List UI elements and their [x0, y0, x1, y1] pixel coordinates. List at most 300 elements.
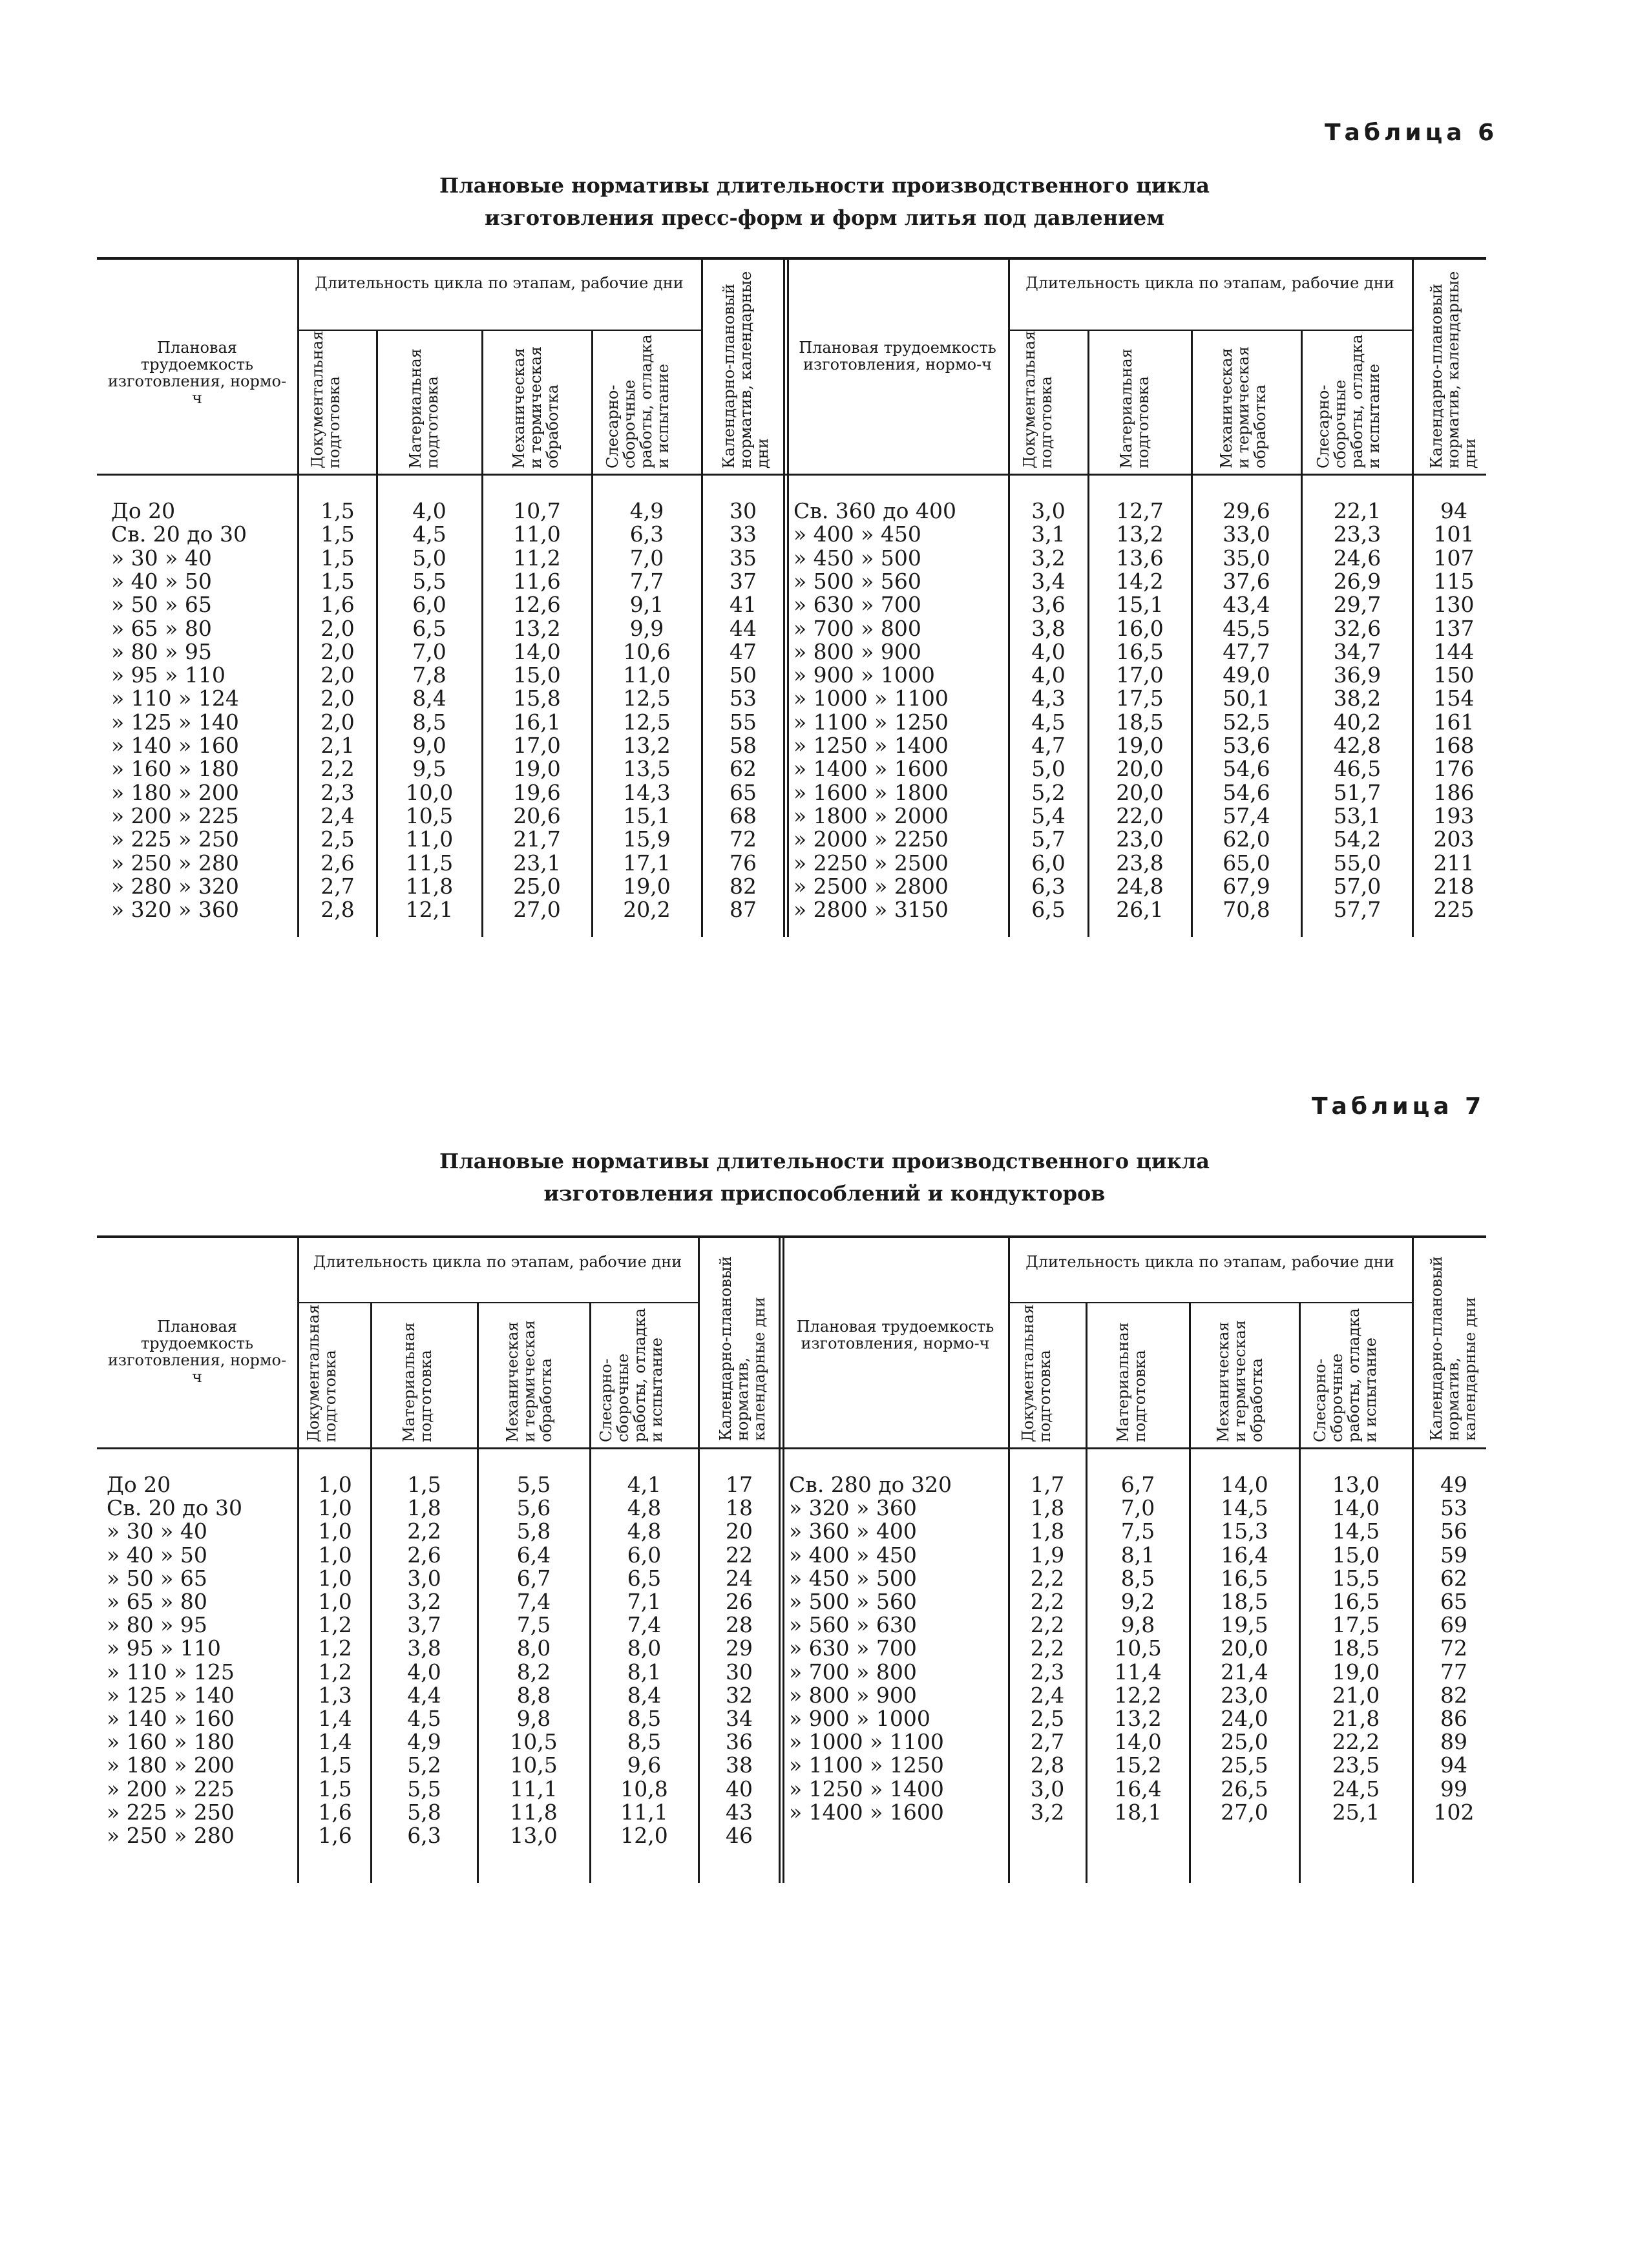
- table7-left-cell-mech: 10,5: [510, 1752, 558, 1778]
- table7-right-cell-mat: 11,4: [1114, 1659, 1162, 1685]
- table7-right-cell-mech: 14,5: [1221, 1495, 1268, 1521]
- table6-right-cell-mech: 65,0: [1223, 850, 1270, 876]
- table6-right-cell-mech: 54,6: [1223, 779, 1270, 805]
- table7-right-cell-mech: 25,5: [1221, 1752, 1268, 1778]
- table6-right-cell-asm: 54,2: [1333, 826, 1381, 852]
- table7-right-cell-asm: 21,8: [1332, 1706, 1380, 1731]
- table6-left-cell-range: » 95 » 110: [111, 662, 226, 688]
- table7-left-cell-mat: 5,2: [407, 1752, 441, 1778]
- table7-right-cell-asm: 15,5: [1332, 1565, 1380, 1591]
- table6-header-cycle-left: Длительность цикла по этапам, рабочие дни: [315, 274, 684, 292]
- table7-header-calendar: Календарно-плановый норматив, календарные дни: [1427, 1256, 1479, 1441]
- table6-right-cell-asm: 38,2: [1333, 686, 1381, 711]
- table6-left-cell-mat: 8,5: [412, 709, 446, 735]
- table7-left-cell-doc: 1,0: [318, 1542, 352, 1568]
- table6-left-cell-range: » 110 » 124: [111, 686, 239, 711]
- table6-left-cell-cal: 68: [730, 803, 757, 828]
- table6-left-cell-asm: 20,2: [623, 897, 671, 923]
- table7-right-cell-mat: 16,4: [1114, 1776, 1162, 1801]
- table6-left-cell-doc: 2,1: [320, 733, 355, 758]
- table6-left-cell-mat: 11,5: [405, 850, 454, 876]
- table6-left-cell-mech: 17,0: [513, 733, 561, 758]
- table6-left-cell-mat: 11,0: [405, 826, 454, 852]
- table6-vline: [787, 258, 789, 937]
- table6-left-cell-asm: 12,5: [623, 686, 671, 711]
- table6-left-cell-cal: 82: [730, 873, 757, 899]
- table6-left-cell-mat: 9,5: [412, 756, 446, 782]
- table7-left-cell-range: » 30 » 40: [107, 1518, 207, 1544]
- table7-right-cell-mech: 15,3: [1221, 1518, 1268, 1544]
- table6-vline: [1412, 258, 1414, 937]
- table7-right-cell-range: » 560 » 630: [789, 1612, 917, 1638]
- table7-left-cell-mech: 8,2: [516, 1659, 551, 1685]
- table6-left-cell-range: » 80 » 95: [111, 638, 212, 664]
- table7-right-cell-doc: 1,8: [1030, 1495, 1065, 1521]
- table7-left-cell-asm: 7,1: [627, 1589, 662, 1614]
- table6-header-norm-left: Плановая трудоемкость изготовления, нормо-ч: [107, 339, 287, 407]
- table6-right-cell-range: » 2000 » 2250: [793, 826, 949, 852]
- table7-left-cell-doc: 1,0: [318, 1495, 352, 1521]
- table7-right-cell-mat: 14,0: [1114, 1729, 1162, 1755]
- table6-left-cell-range: До 20: [111, 498, 176, 523]
- table7-left-cell-asm: 8,5: [627, 1706, 662, 1731]
- table6-right-cell-cal: 144: [1433, 638, 1475, 664]
- table6-right-cell-doc: 3,8: [1031, 615, 1066, 641]
- table6-left-cell-doc: 2,4: [320, 803, 355, 828]
- table6-left-cell-mat: 5,0: [412, 545, 446, 571]
- table6-right-cell-doc: 3,1: [1031, 521, 1066, 547]
- table7-right-cell-asm: 15,0: [1332, 1542, 1380, 1568]
- table6-header-calendar: Календарно-плановый норматив, календарные дни: [1427, 271, 1479, 468]
- table6-right-cell-cal: 115: [1433, 568, 1475, 594]
- table6-right-cell-mech: 57,4: [1223, 803, 1270, 828]
- table6-left-cell-mat: 8,4: [412, 686, 446, 711]
- table6-left-cell-mech: 13,2: [513, 615, 561, 641]
- table6-left-cell-cal: 35: [730, 545, 757, 571]
- table7-left-cell-mat: 4,0: [407, 1659, 441, 1685]
- table7-right-cell-asm: 25,1: [1332, 1799, 1380, 1825]
- table7-left-cell-asm: 8,0: [627, 1635, 662, 1661]
- table7-right-cell-doc: 2,8: [1030, 1752, 1065, 1778]
- table7-left-cell-asm: 8,5: [627, 1729, 662, 1755]
- table6-right-cell-mech: 33,0: [1223, 521, 1270, 547]
- table7-right-cell-range: » 700 » 800: [789, 1659, 917, 1685]
- table6-left-cell-mech: 25,0: [513, 873, 561, 899]
- table6-right-cell-range: » 450 » 500: [793, 545, 921, 571]
- table6-right-cell-cal: 94: [1440, 498, 1467, 523]
- table6-title: [0, 169, 1649, 234]
- table7-right-cell-doc: 1,8: [1030, 1518, 1065, 1544]
- table6-right-cell-range: » 700 » 800: [793, 615, 921, 641]
- table7-left-cell-mat: 4,9: [407, 1729, 441, 1755]
- table7-left-cell-asm: 7,4: [627, 1612, 662, 1638]
- table6-left-cell-asm: 11,0: [623, 662, 671, 688]
- table6-header-mat: Материальная подготовка: [1117, 348, 1152, 468]
- table6-right-cell-mech: 52,5: [1223, 709, 1270, 735]
- table6-vline: [783, 258, 785, 937]
- table7-header-norm-left: Плановая трудоемкость изготовления, нормо-ч: [107, 1318, 287, 1386]
- table7-left-cell-mech: 6,4: [516, 1542, 551, 1568]
- table6-left-cell-mech: 11,0: [513, 521, 561, 547]
- table6-vline: [1087, 330, 1089, 937]
- table7-right-cell-cal: 62: [1440, 1565, 1467, 1591]
- table7-left-cell-range: » 80 » 95: [107, 1612, 207, 1638]
- table6-left-cell-cal: 50: [730, 662, 757, 688]
- table6-left-cell-range: Св. 20 до 30: [111, 521, 247, 547]
- table7-left-cell-doc: 1,2: [318, 1612, 352, 1638]
- table6-right-cell-mat: 15,1: [1116, 592, 1164, 618]
- table6-left-cell-mat: 6,0: [412, 592, 446, 618]
- table7-header-norm-right: Плановая трудоемкость изготовления, нормо-ч: [796, 1318, 994, 1352]
- table7-right-cell-doc: 1,7: [1030, 1472, 1065, 1497]
- table6-left-cell-doc: 1,5: [320, 498, 355, 523]
- table6-cycle-rule-left: [297, 330, 701, 331]
- table6-right-cell-asm: 57,0: [1333, 873, 1381, 899]
- table7-right-cell-doc: 2,2: [1030, 1635, 1065, 1661]
- table7-left-cell-doc: 1,4: [318, 1729, 352, 1755]
- table7-right-cell-mat: 8,1: [1120, 1542, 1155, 1568]
- table6-left-cell-doc: 2,6: [320, 850, 355, 876]
- table6-header-doc: Документальная подготовка: [1020, 330, 1055, 468]
- table6-right-cell-range: » 900 » 1000: [793, 662, 935, 688]
- table6-left-cell-range: » 160 » 180: [111, 756, 239, 782]
- table7-right-cell-mech: 14,0: [1221, 1472, 1268, 1497]
- table7-left-cell-range: » 40 » 50: [107, 1542, 207, 1568]
- table7-left-cell-doc: 1,0: [318, 1518, 352, 1544]
- table6-header-cycle-right: Длительность цикла по этапам, рабочие дни: [1025, 274, 1394, 292]
- table7-right-cell-range: » 900 » 1000: [789, 1706, 930, 1731]
- table7-right-cell-doc: 2,2: [1030, 1612, 1065, 1638]
- table6-right-cell-mech: 35,0: [1223, 545, 1270, 571]
- table7-left-cell-doc: 1,3: [318, 1682, 352, 1708]
- table7-left-cell-mech: 8,0: [516, 1635, 551, 1661]
- table6-right-cell-asm: 53,1: [1333, 803, 1381, 828]
- table7-right-cell-mat: 18,1: [1114, 1799, 1162, 1825]
- table6-left-cell-range: » 225 » 250: [111, 826, 239, 852]
- table6-right-cell-cal: 225: [1433, 897, 1475, 923]
- table6-right-cell-mech: 49,0: [1223, 662, 1270, 688]
- table7-left-cell-range: » 140 » 160: [107, 1706, 235, 1731]
- table7-vline: [1008, 1237, 1010, 1883]
- table7-left-cell-range: До 20: [107, 1472, 171, 1497]
- table6-left-cell-mech: 10,7: [513, 498, 561, 523]
- table7-right-cell-range: » 630 » 700: [789, 1635, 917, 1661]
- table6-left-cell-mat: 10,0: [405, 779, 454, 805]
- table6-left-cell-asm: 9,1: [629, 592, 664, 618]
- table7-header-mech: Механическая и термическая обработка: [503, 1319, 555, 1442]
- table7-right-cell-range: » 500 » 560: [789, 1589, 917, 1614]
- table7-left-cell-cal: 32: [726, 1682, 753, 1708]
- table7-left-cell-mat: 6,3: [407, 1823, 441, 1848]
- table6-right-cell-mat: 16,5: [1116, 638, 1164, 664]
- table7-left-cell-cal: 46: [726, 1823, 753, 1848]
- table6-right-cell-mat: 12,7: [1116, 498, 1164, 523]
- table7-vline: [1412, 1237, 1414, 1883]
- table6-left-cell-mech: 11,6: [513, 568, 561, 594]
- table6-right-cell-asm: 24,6: [1333, 545, 1381, 571]
- table6-label: Таблица 6: [1325, 120, 1498, 146]
- table7-left-cell-cal: 28: [726, 1612, 753, 1638]
- table7-left-cell-cal: 29: [726, 1635, 753, 1661]
- table6-left-cell-cal: 37: [730, 568, 757, 594]
- table7-right-cell-asm: 14,5: [1332, 1518, 1380, 1544]
- table6-vline: [701, 258, 703, 937]
- table7-right-cell-cal: 56: [1440, 1518, 1467, 1544]
- table6-left-cell-cal: 30: [730, 498, 757, 523]
- table6-right-cell-mat: 13,2: [1116, 521, 1164, 547]
- table7-right-cell-range: » 1000 » 1100: [789, 1729, 944, 1755]
- table6-right-cell-doc: 4,0: [1031, 662, 1066, 688]
- table6-left-cell-mech: 19,6: [513, 779, 561, 805]
- table6-vline: [591, 330, 593, 937]
- table7-left-cell-range: » 65 » 80: [107, 1589, 207, 1614]
- table7-header-rule: [97, 1447, 1486, 1449]
- table7-header-mat: Материальная подготовка: [400, 1322, 435, 1442]
- table7-left-cell-mech: 11,1: [510, 1776, 558, 1801]
- table6-right-cell-doc: 5,4: [1031, 803, 1066, 828]
- table7-left-cell-mech: 13,0: [510, 1823, 558, 1848]
- table6-right-cell-doc: 3,6: [1031, 592, 1066, 618]
- table7-left-cell-mat: 5,5: [407, 1776, 441, 1801]
- table7-left-cell-cal: 43: [726, 1799, 753, 1825]
- table6-right-cell-cal: 101: [1433, 521, 1475, 547]
- table6-right-cell-mat: 23,0: [1116, 826, 1164, 852]
- table6-vline: [376, 330, 378, 937]
- table6-right-cell-cal: 137: [1433, 615, 1475, 641]
- table7-right-cell-cal: 69: [1440, 1612, 1467, 1638]
- table7-right-cell-mech: 27,0: [1221, 1799, 1268, 1825]
- table6-left-cell-mech: 15,8: [513, 686, 561, 711]
- table7-right-cell-mech: 18,5: [1221, 1589, 1268, 1614]
- table6-right-cell-doc: 5,0: [1031, 756, 1066, 782]
- table6-left-cell-mech: 14,0: [513, 638, 561, 664]
- table7-left-cell-mech: 5,8: [516, 1518, 551, 1544]
- table7-right-cell-doc: 2,2: [1030, 1589, 1065, 1614]
- table6-right-cell-doc: 6,0: [1031, 850, 1066, 876]
- table7-left-cell-cal: 40: [726, 1776, 753, 1801]
- table6-left-cell-asm: 4,9: [629, 498, 664, 523]
- table7-header-doc: Документальная подготовка: [1019, 1304, 1054, 1442]
- table6-header-doc: Документальная подготовка: [308, 330, 343, 468]
- table6-right-cell-mech: 47,7: [1223, 638, 1270, 664]
- table6-vline: [1191, 330, 1193, 937]
- table6-right-cell-asm: 34,7: [1333, 638, 1381, 664]
- table7-header-assembly: Слесарно-сборочные работы, отладка и испытание: [597, 1308, 666, 1442]
- table6-right-cell-cal: 150: [1433, 662, 1475, 688]
- table6-header-assembly: Слесарно-сборочные работы, отладка и испытание: [604, 334, 672, 468]
- table6-left-cell-asm: 7,0: [629, 545, 664, 571]
- table7-right-cell-mat: 8,5: [1120, 1565, 1155, 1591]
- table6-left-cell-mat: 4,0: [412, 498, 446, 523]
- table7-left-cell-doc: 1,4: [318, 1706, 352, 1731]
- table7-left-cell-mat: 3,0: [407, 1565, 441, 1591]
- table6-left-cell-doc: 1,5: [320, 521, 355, 547]
- table7-right-cell-cal: 65: [1440, 1589, 1467, 1614]
- table7-left-cell-doc: 1,6: [318, 1799, 352, 1825]
- table6-left-cell-mat: 5,5: [412, 568, 446, 594]
- table7-left-cell-range: » 110 » 125: [107, 1659, 235, 1685]
- table7-left-cell-asm: 4,1: [627, 1472, 662, 1497]
- table6-left-cell-range: » 50 » 65: [111, 592, 212, 618]
- table6-right-cell-cal: 130: [1433, 592, 1475, 618]
- table6-right-cell-range: » 1600 » 1800: [793, 779, 949, 805]
- table7-cycle-rule-right: [1008, 1302, 1412, 1303]
- table7-right-cell-mech: 23,0: [1221, 1682, 1268, 1708]
- table6-left-cell-asm: 7,7: [629, 568, 664, 594]
- table6-left-cell-cal: 76: [730, 850, 757, 876]
- table7-title-line2: изготовления приспособлений и кондукторов: [543, 1181, 1106, 1206]
- table6-left-cell-cal: 65: [730, 779, 757, 805]
- table6-right-cell-mat: 14,2: [1116, 568, 1164, 594]
- table6-right-cell-doc: 6,5: [1031, 897, 1066, 923]
- table6-right-cell-range: » 500 » 560: [793, 568, 921, 594]
- table6-right-cell-range: » 1100 » 1250: [793, 709, 949, 735]
- table6-left-cell-mech: 20,6: [513, 803, 561, 828]
- table6-left-cell-range: » 250 » 280: [111, 850, 239, 876]
- table6-right-cell-mat: 20,0: [1116, 779, 1164, 805]
- table7-left-cell-cal: 30: [726, 1659, 753, 1685]
- table6-left-cell-mat: 11,8: [405, 873, 454, 899]
- table7-right-cell-cal: 94: [1440, 1752, 1467, 1778]
- table7-vline: [779, 1237, 781, 1883]
- table6-left-cell-doc: 2,0: [320, 638, 355, 664]
- table7-left-cell-range: » 180 » 200: [107, 1752, 235, 1778]
- table6-right-cell-mech: 70,8: [1223, 897, 1270, 923]
- table6-left-cell-range: » 40 » 50: [111, 568, 212, 594]
- table7-left-cell-cal: 24: [726, 1565, 753, 1591]
- table7-left-cell-doc: 1,0: [318, 1589, 352, 1614]
- table7-left-cell-mat: 5,8: [407, 1799, 441, 1825]
- table6-right-cell-asm: 46,5: [1333, 756, 1381, 782]
- table7-title: [0, 1145, 1649, 1210]
- table6-left-cell-asm: 14,3: [623, 779, 671, 805]
- table6-right-cell-asm: 23,3: [1333, 521, 1381, 547]
- table6-right-cell-mat: 24,8: [1116, 873, 1164, 899]
- table6-left-cell-cal: 62: [730, 756, 757, 782]
- table7-right-cell-asm: 22,2: [1332, 1729, 1380, 1755]
- table7-label: Таблица 7: [1312, 1093, 1486, 1120]
- table7-vline: [698, 1237, 700, 1883]
- table7-right-cell-doc: 2,3: [1030, 1659, 1065, 1685]
- table6-vline: [297, 258, 299, 937]
- table6-right-cell-range: » 2800 » 3150: [793, 897, 949, 923]
- table7-left-cell-cal: 20: [726, 1518, 753, 1544]
- table6-left-cell-mech: 19,0: [513, 756, 561, 782]
- table7-left-cell-mat: 3,2: [407, 1589, 441, 1614]
- table7-right-cell-mat: 7,0: [1120, 1495, 1155, 1521]
- table7-left-cell-cal: 22: [726, 1542, 753, 1568]
- table7-header-mech: Механическая и термическая обработка: [1214, 1319, 1266, 1442]
- table7-left-cell-asm: 12,0: [620, 1823, 668, 1848]
- table6-right-cell-doc: 4,7: [1031, 733, 1066, 758]
- table7-vline: [370, 1302, 372, 1883]
- table7-right-cell-range: » 360 » 400: [789, 1518, 917, 1544]
- table7-right-cell-asm: 13,0: [1332, 1472, 1380, 1497]
- table7-left-cell-asm: 6,5: [627, 1565, 662, 1591]
- table7-left-cell-mat: 1,5: [407, 1472, 441, 1497]
- table6-left-cell-mat: 9,0: [412, 733, 446, 758]
- table6-right-cell-mech: 54,6: [1223, 756, 1270, 782]
- table7-left-cell-mech: 11,8: [510, 1799, 558, 1825]
- table6-top-rule: [97, 257, 1486, 260]
- table7-left-cell-doc: 1,5: [318, 1752, 352, 1778]
- table6-left-cell-mech: 11,2: [513, 545, 561, 571]
- table6-left-cell-mat: 7,0: [412, 638, 446, 664]
- table7-left-cell-asm: 4,8: [627, 1518, 662, 1544]
- table7-right-cell-asm: 17,5: [1332, 1612, 1380, 1638]
- table6-right-cell-mech: 43,4: [1223, 592, 1270, 618]
- table6-right-cell-asm: 29,7: [1333, 592, 1381, 618]
- table6-left-cell-cal: 58: [730, 733, 757, 758]
- table6-right-cell-asm: 22,1: [1333, 498, 1381, 523]
- table6-left-cell-doc: 2,3: [320, 779, 355, 805]
- table7-top-rule: [97, 1235, 1486, 1238]
- table6-right-cell-doc: 3,4: [1031, 568, 1066, 594]
- table6-left-cell-cal: 53: [730, 686, 757, 711]
- table7-right-cell-mat: 9,8: [1120, 1612, 1155, 1638]
- table7-right-cell-doc: 1,9: [1030, 1542, 1065, 1568]
- table7-right-cell-doc: 2,4: [1030, 1682, 1065, 1708]
- table7-right-cell-mech: 26,5: [1221, 1776, 1268, 1801]
- table7-vline: [1299, 1302, 1301, 1883]
- table6-right-cell-mech: 29,6: [1223, 498, 1270, 523]
- table7-left-cell-mech: 8,8: [516, 1682, 551, 1708]
- table7-right-cell-asm: 18,5: [1332, 1635, 1380, 1661]
- table6-left-cell-doc: 2,7: [320, 873, 355, 899]
- table7-right-cell-mech: 24,0: [1221, 1706, 1268, 1731]
- table7-left-cell-mech: 7,5: [516, 1612, 551, 1638]
- table7-left-cell-mech: 10,5: [510, 1729, 558, 1755]
- table6-header-calendar: Календарно-плановый норматив, календарные дни: [720, 271, 772, 468]
- table6-left-cell-range: » 320 » 360: [111, 897, 239, 923]
- table7-left-cell-range: » 125 » 140: [107, 1682, 235, 1708]
- table6-right-cell-range: » 1000 » 1100: [793, 686, 949, 711]
- table6-right-cell-mat: 18,5: [1116, 709, 1164, 735]
- table7-left-cell-range: » 50 » 65: [107, 1565, 207, 1591]
- table6-left-cell-range: » 140 » 160: [111, 733, 239, 758]
- table7-header-calendar: Календарно-плановый норматив, календарные дни: [717, 1256, 768, 1441]
- table7-left-cell-asm: 11,1: [620, 1799, 668, 1825]
- table7-right-cell-range: » 320 » 360: [789, 1495, 917, 1521]
- table7-left-cell-mat: 4,5: [407, 1706, 441, 1731]
- table7-right-cell-doc: 3,0: [1030, 1776, 1065, 1801]
- table6-right-cell-asm: 32,6: [1333, 615, 1381, 641]
- table6-left-cell-mech: 16,1: [513, 709, 561, 735]
- table7-right-cell-cal: 89: [1440, 1729, 1467, 1755]
- table7-left-cell-mech: 7,4: [516, 1589, 551, 1614]
- table6-left-cell-mech: 27,0: [513, 897, 561, 923]
- table6-right-cell-range: » 800 » 900: [793, 638, 921, 664]
- table7-vline: [589, 1302, 591, 1883]
- table7-right-cell-asm: 24,5: [1332, 1776, 1380, 1801]
- table6-right-cell-doc: 6,3: [1031, 873, 1066, 899]
- table6-right-cell-range: » 1400 » 1600: [793, 756, 949, 782]
- table6-right-cell-range: » 2500 » 2800: [793, 873, 949, 899]
- table6-right-cell-mat: 22,0: [1116, 803, 1164, 828]
- table7-left-cell-mech: 9,8: [516, 1706, 551, 1731]
- table7-right-cell-range: » 450 » 500: [789, 1565, 917, 1591]
- table6-left-cell-asm: 17,1: [623, 850, 671, 876]
- table7-right-cell-mat: 9,2: [1120, 1589, 1155, 1614]
- table7-right-cell-mat: 15,2: [1114, 1752, 1162, 1778]
- table7-right-cell-cal: 82: [1440, 1682, 1467, 1708]
- table6-right-cell-range: » 1250 » 1400: [793, 733, 949, 758]
- table6-right-cell-doc: 4,0: [1031, 638, 1066, 664]
- table6-left-cell-range: » 30 » 40: [111, 545, 212, 571]
- table7-right-cell-mat: 12,2: [1114, 1682, 1162, 1708]
- table7-right-cell-cal: 53: [1440, 1495, 1467, 1521]
- table7-left-cell-cal: 26: [726, 1589, 753, 1614]
